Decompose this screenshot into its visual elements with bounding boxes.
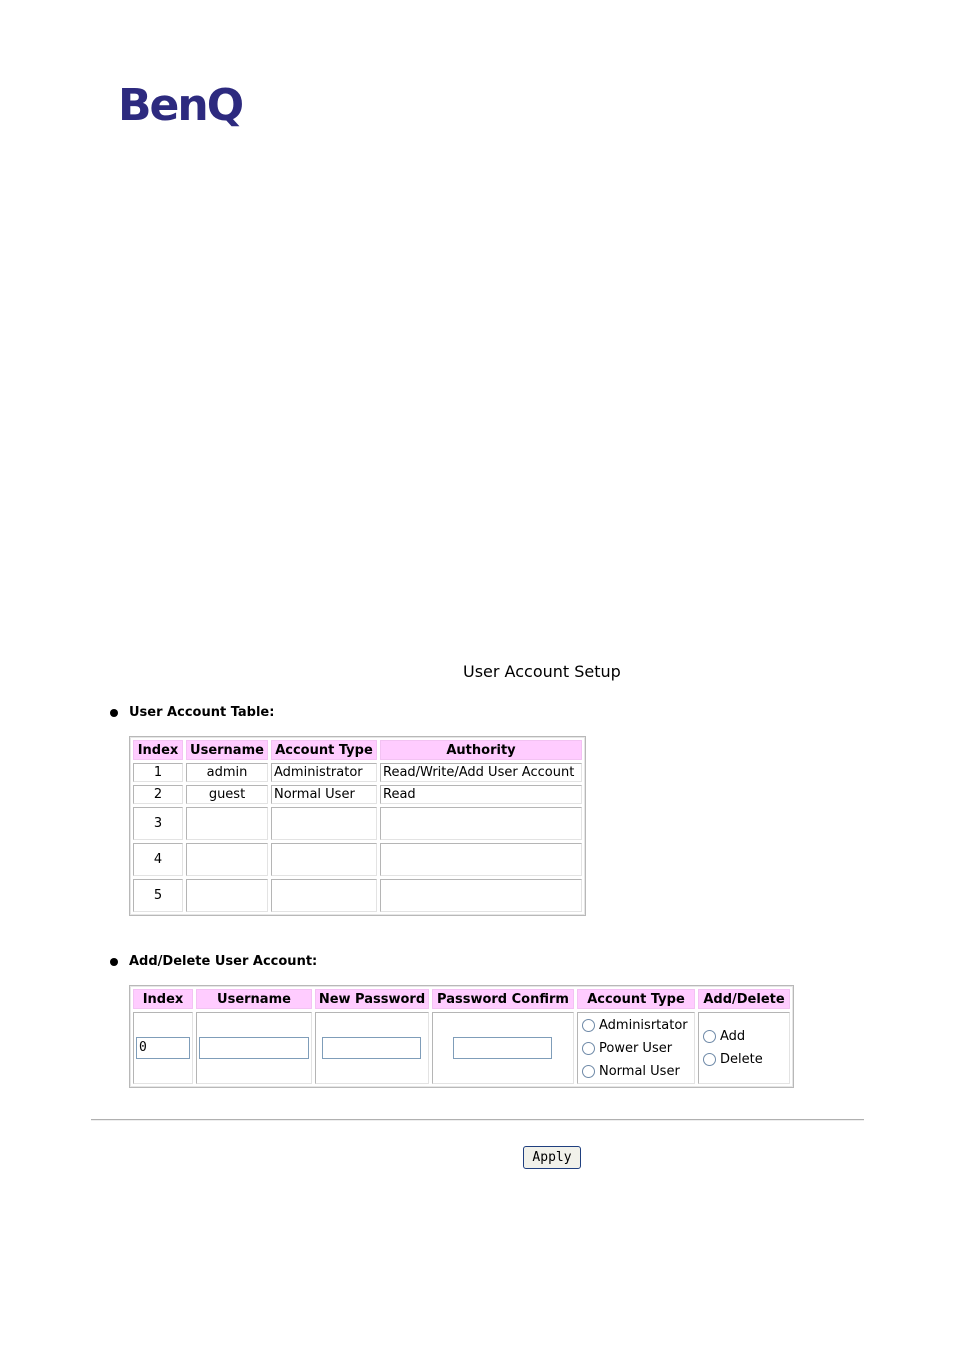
table-row <box>133 843 582 876</box>
cell-account-type <box>271 843 377 876</box>
radio-label: Power User <box>599 1040 673 1056</box>
index-input[interactable]: 0 <box>136 1037 190 1059</box>
radio-circle-icon[interactable] <box>582 1042 595 1055</box>
cell-username <box>186 807 268 840</box>
username-input[interactable] <box>199 1037 309 1059</box>
cell-authority: Read/Write/Add User Account <box>380 763 582 782</box>
radio-normal-user[interactable] <box>582 1060 692 1083</box>
radio-circle-icon[interactable] <box>703 1030 716 1043</box>
apply-button[interactable]: Apply <box>523 1146 581 1169</box>
col-username: Username <box>186 740 268 760</box>
radio-add[interactable] <box>703 1025 787 1048</box>
cell-username: guest <box>186 785 268 804</box>
radio-label: Normal User <box>599 1063 680 1079</box>
col-password-confirm: Password Confirm <box>432 989 574 1009</box>
add-delete-heading <box>110 954 317 969</box>
user-account-table-frame <box>129 736 586 916</box>
radio-label: Adminisrtator <box>599 1017 688 1033</box>
cell-index: 1 <box>133 763 183 782</box>
radio-delete[interactable] <box>703 1048 787 1071</box>
radio-label: Add <box>720 1029 746 1044</box>
cell-username: admin <box>186 763 268 782</box>
radio-power-user[interactable] <box>582 1037 692 1060</box>
col-authority: Authority <box>380 740 582 760</box>
add-delete-table-frame <box>129 985 794 1088</box>
col-account-type: Account Type <box>577 989 695 1009</box>
add-delete-table <box>130 986 793 1087</box>
cell-account-type <box>271 807 377 840</box>
cell-authority: Read <box>380 785 582 804</box>
bullet-icon <box>110 958 118 966</box>
cell-authority <box>380 843 582 876</box>
user-account-table-heading <box>110 705 274 720</box>
benq-logo <box>118 82 258 130</box>
cell-account-type <box>271 879 377 912</box>
col-add-delete: Add/Delete <box>698 989 790 1009</box>
col-index: Index <box>133 740 183 760</box>
cell-index: 3 <box>133 807 183 840</box>
table-row <box>133 763 582 782</box>
cell-account-type: Normal User <box>271 785 377 804</box>
new-password-input[interactable] <box>322 1037 421 1059</box>
divider <box>91 1119 864 1121</box>
user-account-table <box>130 737 585 915</box>
cell-index: 4 <box>133 843 183 876</box>
radio-circle-icon[interactable] <box>582 1065 595 1078</box>
radio-circle-icon[interactable] <box>703 1053 716 1066</box>
col-index: Index <box>133 989 193 1009</box>
table-row <box>133 807 582 840</box>
cell-index: 2 <box>133 785 183 804</box>
table-row <box>133 879 582 912</box>
cell-password-confirm <box>432 1012 574 1084</box>
col-new-password: New Password <box>315 989 429 1009</box>
cell-add-delete <box>698 1012 790 1084</box>
radio-circle-icon[interactable] <box>582 1019 595 1032</box>
cell-account-type: Administrator <box>271 763 377 782</box>
table-row <box>133 785 582 804</box>
cell-account-type <box>577 1012 695 1084</box>
cell-username <box>186 843 268 876</box>
radio-label: Delete <box>720 1052 763 1067</box>
bullet-icon <box>110 709 118 717</box>
user-account-table-heading-text: User Account Table: <box>129 705 275 720</box>
cell-index: 5 <box>133 879 183 912</box>
col-account-type: Account Type <box>271 740 377 760</box>
cell-new-password <box>315 1012 429 1084</box>
cell-username <box>196 1012 312 1084</box>
add-delete-heading-text: Add/Delete User Account: <box>129 954 318 969</box>
password-confirm-input[interactable] <box>453 1037 552 1059</box>
benq-logo-graphic <box>118 82 258 130</box>
svg-text:BenQ: BenQ <box>118 82 243 130</box>
radio-administrator[interactable] <box>582 1014 692 1037</box>
cell-username <box>186 879 268 912</box>
cell-authority <box>380 879 582 912</box>
cell-index <box>133 1012 193 1084</box>
table-row <box>133 1012 790 1084</box>
col-username: Username <box>196 989 312 1009</box>
cell-authority <box>380 807 582 840</box>
page-title: User Account Setup <box>463 662 621 681</box>
